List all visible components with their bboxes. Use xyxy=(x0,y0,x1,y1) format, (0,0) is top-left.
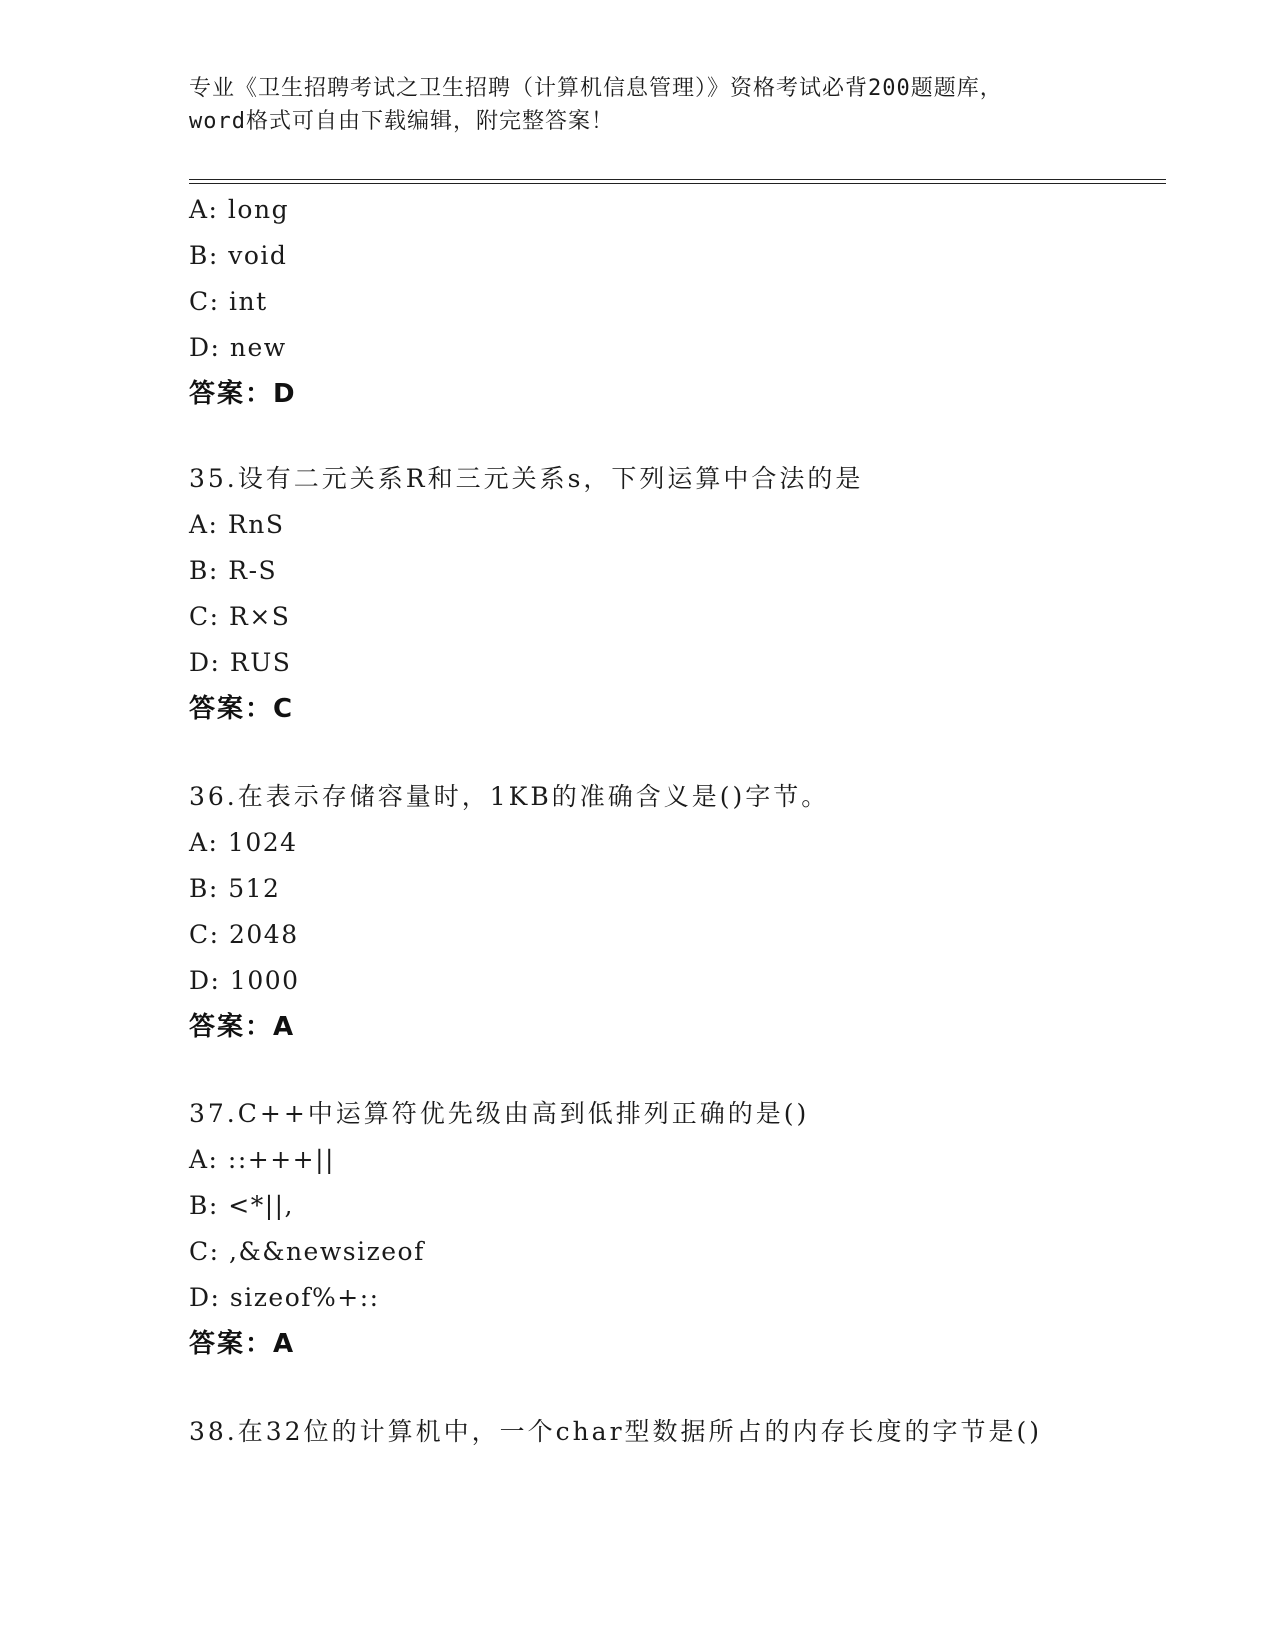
answer: 答案：A xyxy=(189,1329,296,1359)
option-a: A: 1024 xyxy=(189,828,298,857)
header-line-2: word格式可自由下载编辑，附完整答案！ xyxy=(189,109,614,134)
option-b: B: <*||, xyxy=(189,1191,294,1220)
document-header xyxy=(189,72,1089,138)
option-b: B: void xyxy=(189,241,288,270)
question-title: 37.C++中运算符优先级由高到低排列正确的是() xyxy=(189,1099,810,1128)
answer: 答案：D xyxy=(189,379,297,409)
question-block-37 xyxy=(189,1091,1169,1367)
option-c: C: R×S xyxy=(189,602,291,631)
option-c: C: ,&&newsizeof xyxy=(189,1237,425,1266)
option-d: D: sizeof%+:: xyxy=(189,1283,380,1312)
option-a: A: long xyxy=(189,195,290,224)
option-d: D: RUS xyxy=(189,648,292,677)
question-block-34 xyxy=(189,187,1169,417)
question-title: 35.设有二元关系R和三元关系s，下列运算中合法的是 xyxy=(189,464,864,493)
option-a: A: ::+++|| xyxy=(189,1145,335,1174)
option-d: D: 1000 xyxy=(189,966,300,995)
answer: 答案：A xyxy=(189,1012,296,1042)
option-c: C: int xyxy=(189,287,268,316)
option-c: C: 2048 xyxy=(189,920,299,949)
header-line-1: 专业《卫生招聘考试之卫生招聘（计算机信息管理）》资格考试必背200题题库， xyxy=(189,76,1003,101)
question-title: 38.在32位的计算机中，一个char型数据所占的内存长度的字节是() xyxy=(189,1417,1043,1446)
question-block-35 xyxy=(189,456,1169,732)
question-title: 36.在表示存储容量时，1KB的准确含义是()字节。 xyxy=(189,782,830,811)
header-divider-top xyxy=(189,179,1166,180)
header-divider-bottom xyxy=(189,183,1166,184)
option-b: B: R-S xyxy=(189,556,278,585)
question-block-38 xyxy=(189,1409,1169,1455)
option-d: D: new xyxy=(189,333,287,362)
answer: 答案：C xyxy=(189,694,295,724)
question-block-36 xyxy=(189,774,1169,1050)
option-b: B: 512 xyxy=(189,874,281,903)
option-a: A: RnS xyxy=(189,510,285,539)
